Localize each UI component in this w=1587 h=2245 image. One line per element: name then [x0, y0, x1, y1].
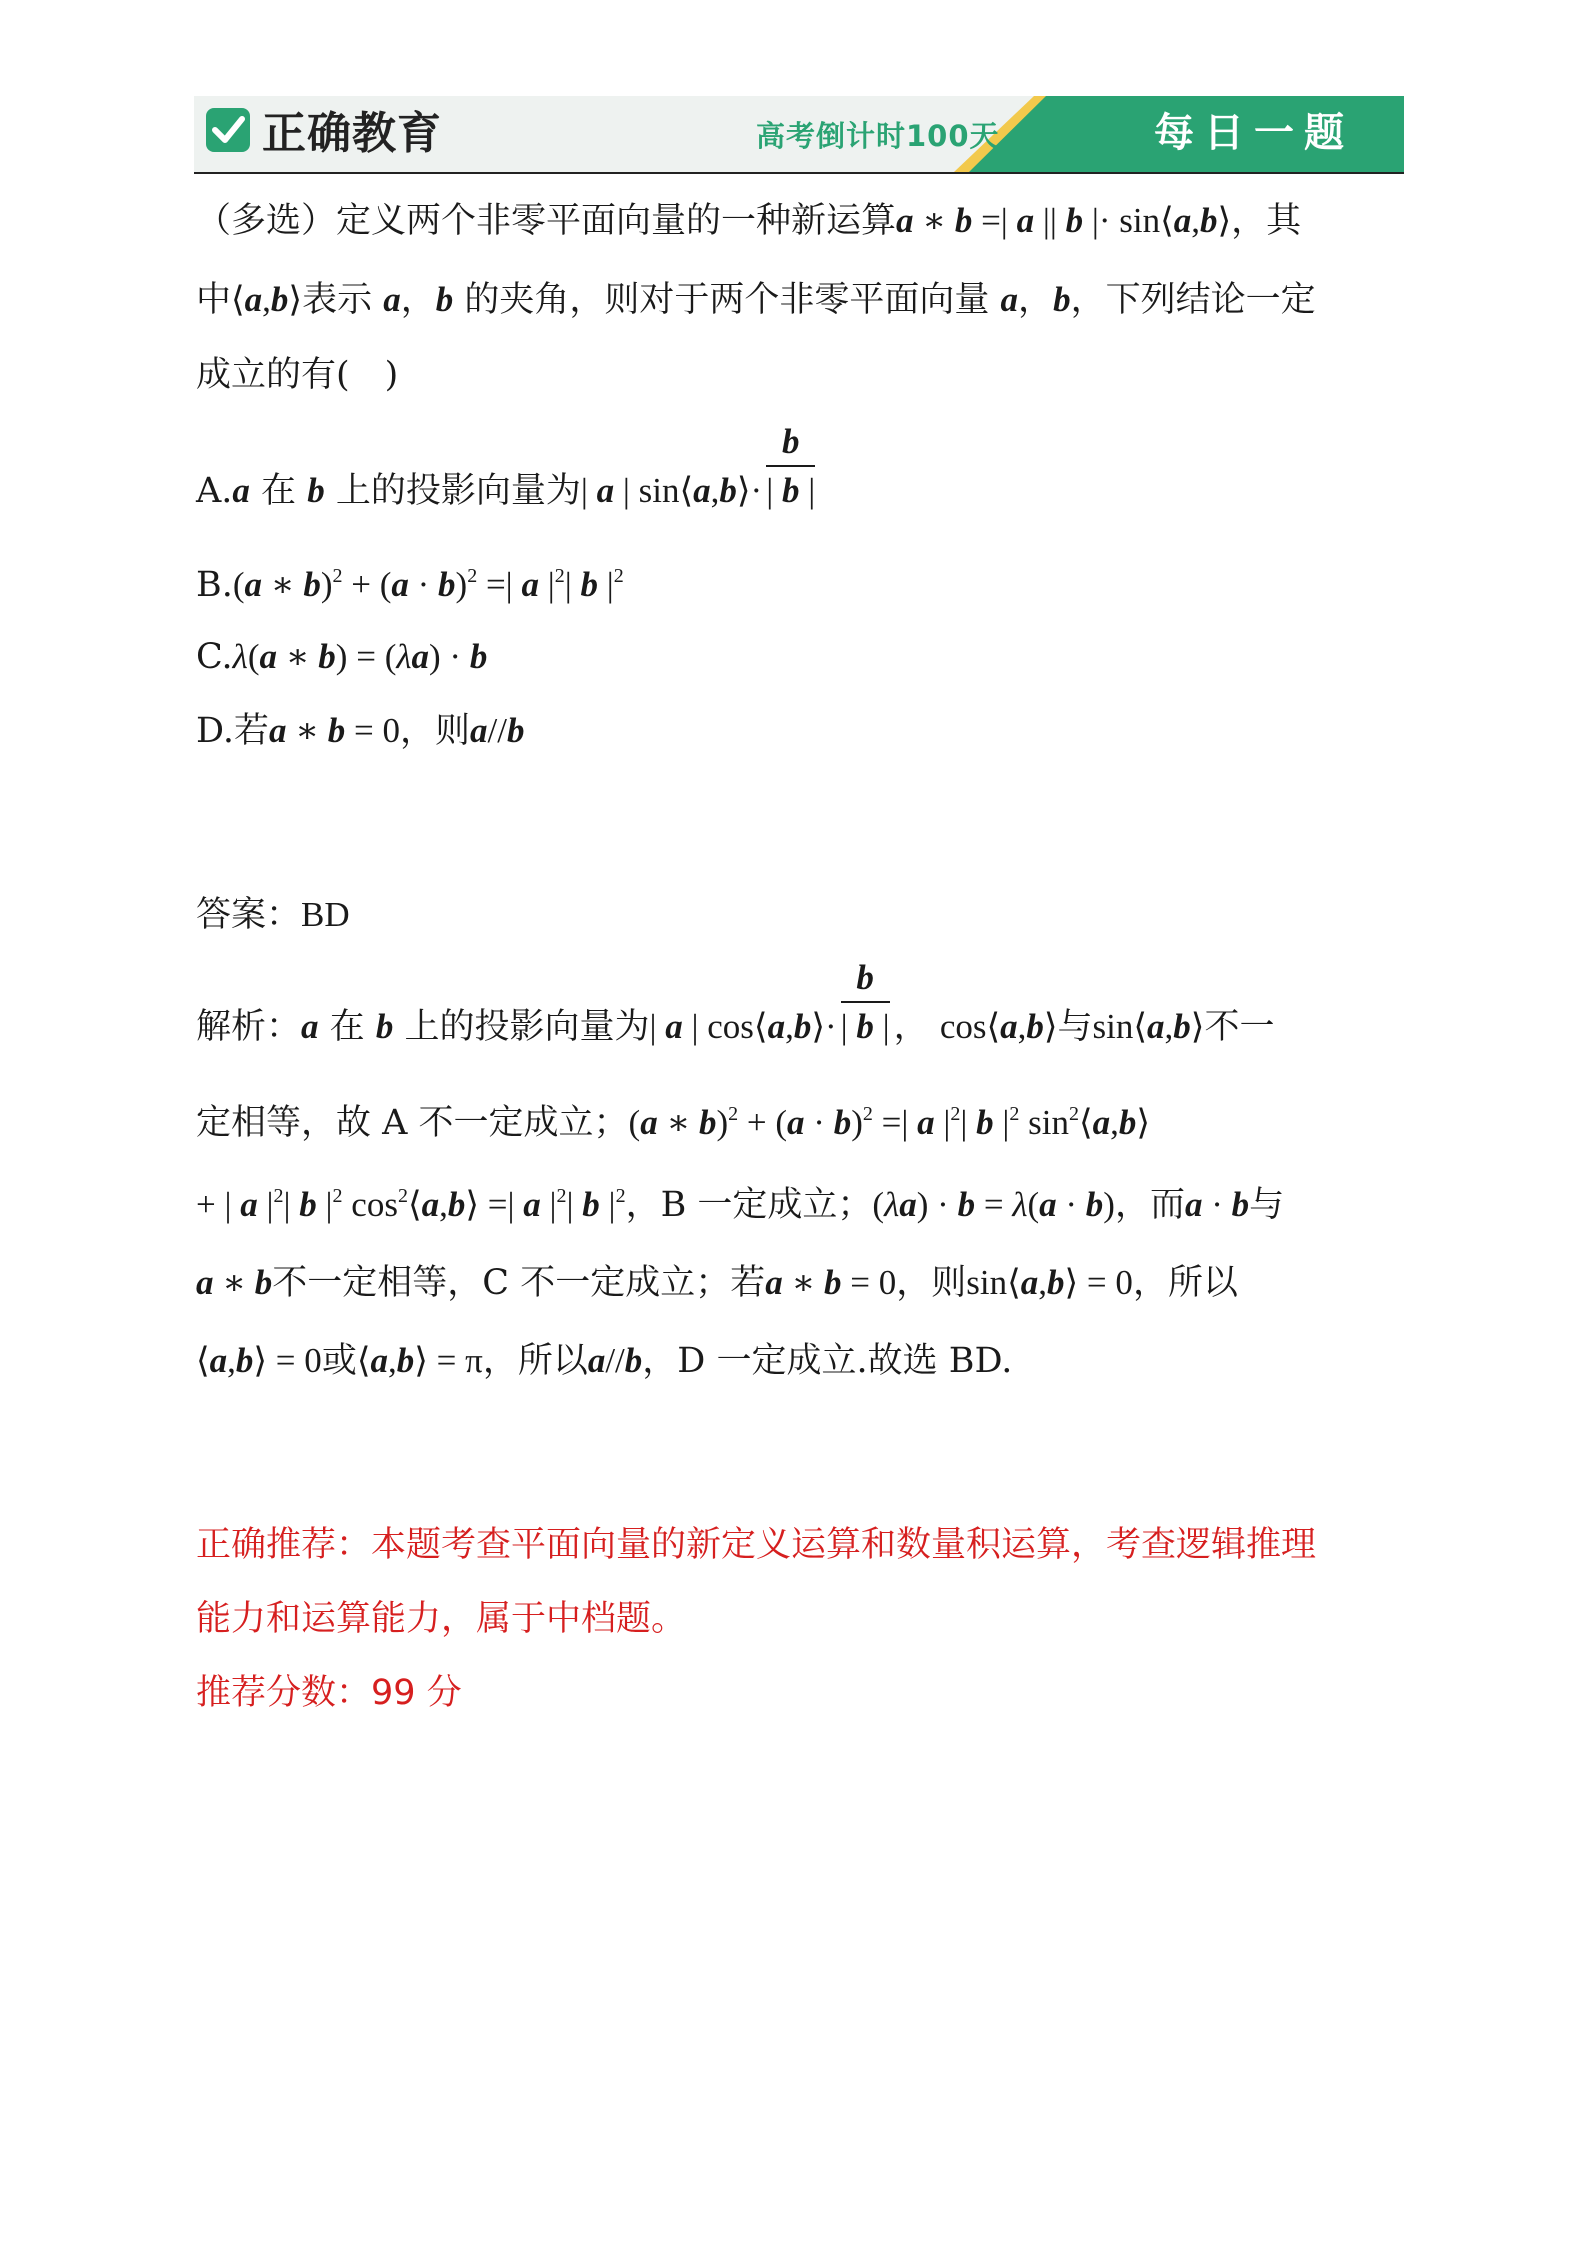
option-a: A.a 在 b 上的投影向量为| a | sin⟨a,b⟩· $\frac{b}{| b |}$	[196, 424, 819, 534]
header-rule	[194, 172, 1404, 174]
formula-option-b: (a ∗ $b)^2 + (a \cdot b)^2$ =| a $|^2|$ b $|^2$	[232, 565, 624, 604]
header-banner	[194, 96, 1404, 172]
formula-angle: ⟨a,b⟩	[231, 280, 303, 319]
analysis-line-5: ⟨a,b⟩ = 0或⟨a,b⟩ = π，所以a//b，D 一定成立.故选 BD.	[196, 1341, 1013, 1381]
countdown-text: 高考倒计时100天	[756, 119, 1000, 153]
formula-option-a: | a | sin⟨a,b⟩· $\frac{b}{| b |}$	[580, 422, 816, 510]
option-c: C.λ(a ∗ b) = (λa) · b	[196, 637, 488, 677]
answer-value: BD	[301, 895, 350, 934]
recommend-line-1: 正确推荐：本题考查平面向量的新定义运算和数量积运算，考查逻辑推理	[196, 1525, 1317, 1565]
check-icon	[204, 106, 252, 154]
answer-line: 答案：BD	[196, 895, 350, 935]
analysis-line-2: 定相等，故 A 不一定成立；(a ∗ $b)^2 + (a \cdot b)^2$ =| a $|^2|$ b $|^2$ $\sin^2⟨a,b⟩$	[196, 1103, 1151, 1143]
analysis-line-4: a ∗ b不一定相等，C 不一定成立；若a ∗ b = 0，则sin⟨a,b⟩ = 0，所以	[196, 1263, 1238, 1303]
option-d: D.若a ∗ b = 0，则a//b	[196, 711, 525, 751]
option-b: B.(a ∗ $b)^2 + (a \cdot b)^2$ =| a $|^2|$ b $|^2$	[196, 565, 624, 605]
recommend-line-2: 能力和运算能力，属于中档题。	[196, 1599, 687, 1639]
formula-definition: a ∗ b =| a || b |· sin⟨a,b⟩	[896, 201, 1232, 240]
question-line-1: （多选）定义两个非零平面向量的一种新运算a ∗ b =| a || b |· sin⟨a,b⟩，其	[196, 201, 1302, 241]
formula-option-c: λ(a ∗ b) = (λa) · b	[232, 637, 488, 676]
analysis-line-1: 解析：a 在 b 上的投影向量为| a | cos⟨a,b⟩· $\frac{b}{| b |}$ ， cos⟨a,b⟩与sin⟨a,b⟩不一	[196, 958, 1275, 1047]
analysis-line-3: + | a $|^2|$ b $|^2$ $\cos^2⟨a,b⟩$ =| a $|^2|$ b $|^2$，B 一定成立；(λa) · b = λ(a · b)，而a · b与	[196, 1185, 1285, 1225]
question-line-2: 中⟨a,b⟩表示 a，b 的夹角，则对于两个非零平面向量 a，b，下列结论一定	[196, 280, 1316, 320]
question-line-3: 成立的有( )	[196, 355, 399, 395]
daily-question-label: 每日一题	[1154, 110, 1354, 156]
recommend-score: 推荐分数：99 分	[196, 1673, 462, 1713]
brand-name: 正确教育	[262, 108, 442, 159]
